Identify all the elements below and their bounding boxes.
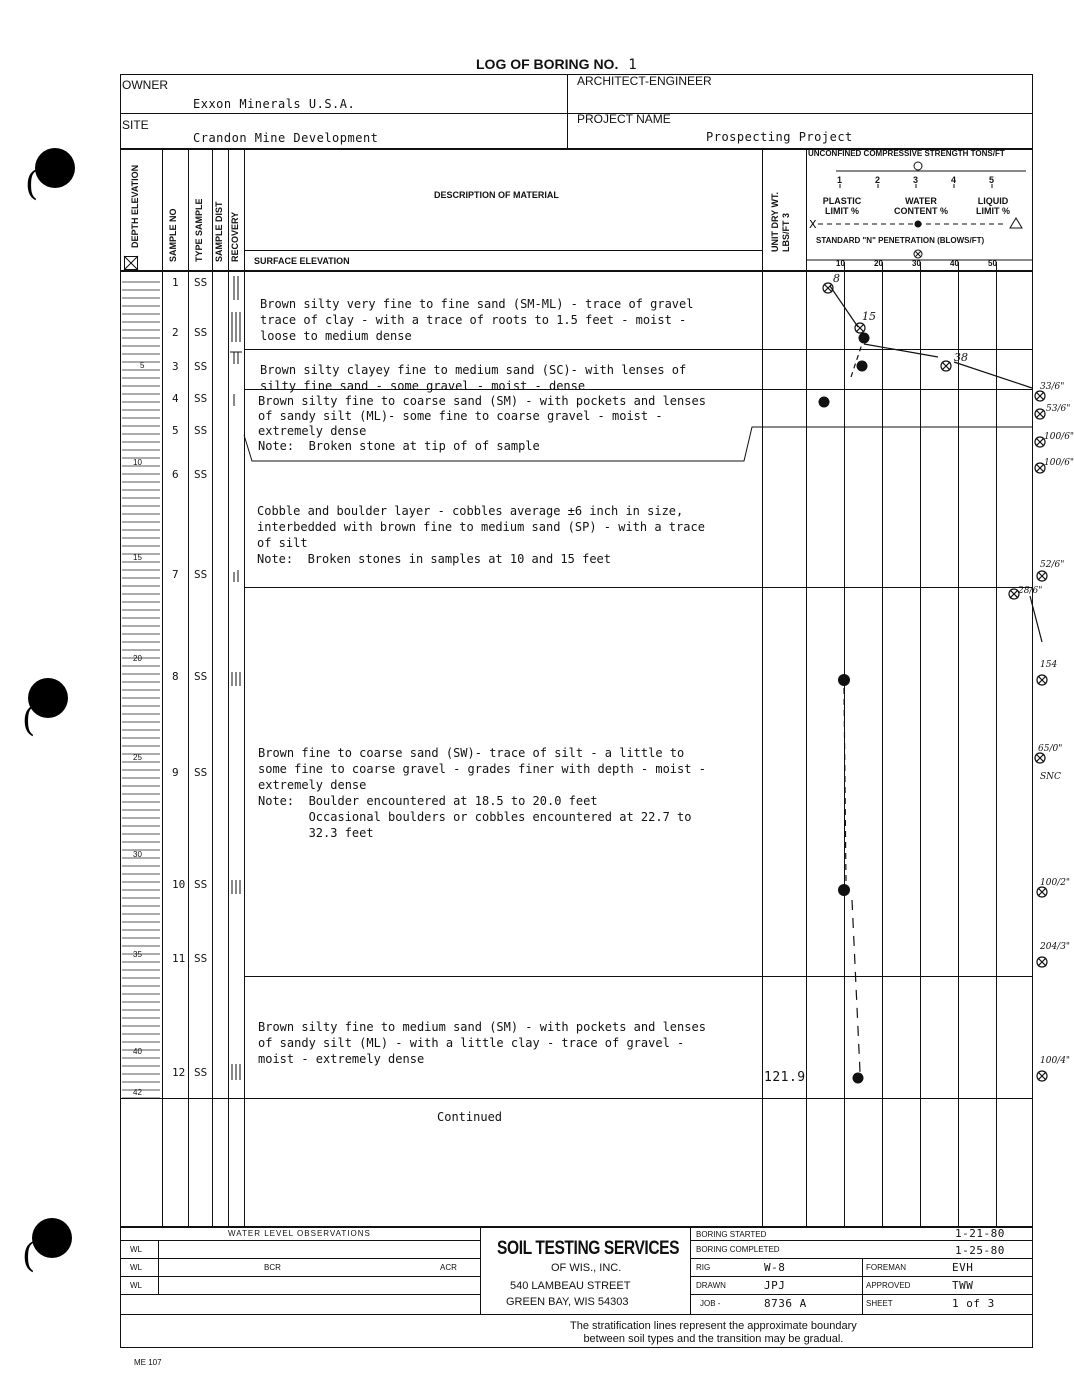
spt-note-204-3: 204/3" xyxy=(1040,942,1071,952)
sample-no-10: 10 xyxy=(172,878,186,891)
ucs-tick-2: 2 xyxy=(875,175,881,185)
approved-label: APPROVED xyxy=(866,1281,911,1290)
sample-type-3: SS xyxy=(194,360,208,373)
spt-label: STANDARD "N" PENETRATION (BLOWS/FT) xyxy=(816,236,985,245)
title-text: LOG OF BORING NO. xyxy=(476,56,619,72)
company-name: SOIL TESTING SERVICES xyxy=(497,1238,680,1259)
depth-40: 40 xyxy=(133,1047,142,1056)
binder-hole-arc-bottom: ( xyxy=(22,1236,36,1276)
ucs-tick-1: 1 xyxy=(837,175,843,185)
spt-note-15: 15 xyxy=(862,310,876,323)
depth-25: 25 xyxy=(133,753,142,762)
wl-row-1-label: WL xyxy=(130,1245,142,1254)
depth-42: 42 xyxy=(133,1088,142,1097)
depth-30: 30 xyxy=(133,850,142,859)
col-sample-no: SAMPLE NO xyxy=(168,208,178,262)
project-label: PROJECT NAME xyxy=(577,112,671,126)
layer-6-description: Brown silty fine to medium sand (SM) - with pockets and lenses of sandy silt (ML) - with a little clay - trace of gravel - moist - extremely dense xyxy=(258,1020,706,1066)
layer-3-description: Brown silty fine to coarse sand (SM) - with pockets and lenses of sandy silt (ML)- some fine to coarse gravel - moist - extremely dense Note: Broken stone at tip of of sample xyxy=(258,394,706,453)
job-value: 8736 A xyxy=(764,1297,807,1310)
sheet-value: 1 of 3 xyxy=(952,1297,995,1310)
site-value: Crandon Mine Development xyxy=(193,131,379,145)
site-label: SITE xyxy=(122,118,149,132)
depth-10: 10 xyxy=(133,458,142,467)
sample-no-8: 8 xyxy=(172,670,179,683)
depth-header-x xyxy=(124,256,138,270)
spt-note-100-2: 100/2" xyxy=(1040,878,1071,888)
spt-note-33-6: 33/6" xyxy=(1040,382,1065,392)
spt-tick-30: 30 xyxy=(912,259,921,268)
spt-tick-50: 50 xyxy=(988,259,997,268)
col-recovery: RECOVERY xyxy=(230,211,240,262)
sample-no-7: 7 xyxy=(172,568,179,581)
sample-type-10: SS xyxy=(194,878,208,891)
foreman-value: EVH xyxy=(952,1261,974,1274)
depth-20: 20 xyxy=(133,654,142,663)
sample-type-12: SS xyxy=(194,1066,208,1079)
layer-1-description: Brown silty very fine to fine sand (SM-ML) - trace of gravel trace of clay - with a trace of roots to 1.5 feet - moist - loose to medium dense xyxy=(260,297,694,343)
sample-type-6: SS xyxy=(194,468,208,481)
sample-no-2: 2 xyxy=(172,326,179,339)
ucs-tick-5: 5 xyxy=(989,175,995,185)
sample-type-1: SS xyxy=(194,276,208,289)
ucs-tick-3: 3 xyxy=(913,175,919,185)
sample-no-5: 5 xyxy=(172,424,179,437)
sample-no-1: 1 xyxy=(172,276,179,289)
wl-row-2-bcr: BCR xyxy=(264,1263,281,1272)
foreman-label: FOREMAN xyxy=(866,1263,906,1272)
wl-row-3-label: WL xyxy=(130,1281,142,1290)
owner-label: OWNER xyxy=(122,78,168,92)
spt-note-38: 38 xyxy=(954,351,968,364)
drawn-value: JPJ xyxy=(764,1279,786,1292)
binder-hole-top xyxy=(35,148,75,188)
sample-no-9: 9 xyxy=(172,766,179,779)
boring-completed-value: 1-25-80 xyxy=(955,1244,1005,1257)
sample-no-12: 12 xyxy=(172,1066,186,1079)
depth-35: 35 xyxy=(133,950,142,959)
spt-note-100-6-a: 100/6" xyxy=(1044,432,1074,442)
sample-type-9: SS xyxy=(194,766,208,779)
col-unit-dry-wt: UNIT DRY WT. LBS/FT 3 xyxy=(770,192,791,252)
layer-2-description: Brown silty clayey fine to medium sand (SC)- with lenses of silty fine sand - some gravel - moist - dense xyxy=(260,363,687,393)
sample-recovery-marks xyxy=(212,272,244,1102)
sample-type-4: SS xyxy=(194,392,208,405)
depth-column-ticks xyxy=(120,272,164,1102)
spt-tick-10: 10 xyxy=(836,259,845,268)
depth-5: 5 xyxy=(140,361,145,370)
col-description: DESCRIPTION OF MATERIAL xyxy=(434,190,559,200)
ucs-label: UNCONFINED COMPRESSIVE STRENGTH TONS/FT xyxy=(808,149,1005,158)
boring-started-label: BORING STARTED xyxy=(696,1230,767,1239)
sample-type-5: SS xyxy=(194,424,208,437)
approved-value: TWW xyxy=(952,1279,974,1292)
col-sample-dist: SAMPLE DIST xyxy=(214,201,224,262)
svg-text:X: X xyxy=(809,218,817,231)
plastic-limit-label: PLASTIC LIMIT % xyxy=(822,196,862,216)
rig-label: RIG xyxy=(696,1263,711,1272)
company-address: 540 LAMBEAU STREET xyxy=(510,1280,631,1292)
project-value: Prospecting Project xyxy=(706,130,853,144)
spt-note-100-4: 100/4" xyxy=(1040,1056,1071,1066)
col-depth: DEPTH ELEVATION xyxy=(130,164,140,248)
company-line2: OF WIS., INC. xyxy=(551,1262,622,1274)
spt-note-52-6: 52/6" xyxy=(1040,560,1065,570)
sample-no-11: 11 xyxy=(172,952,186,965)
boring-started-value: 1-21-80 xyxy=(955,1227,1005,1240)
depth-15: 15 xyxy=(133,553,142,562)
spt-note-53-6: 53/6" xyxy=(1046,404,1071,414)
col-type-sample: TYPE SAMPLE xyxy=(194,198,204,262)
layer-4-description: Cobble and boulder layer - cobbles average ±6 inch in size, interbedded with brown fine to medium sand (SP) - with a trace of silt Note: Broken stones in samples at 10 and 15 feet xyxy=(257,504,705,566)
water-level-title: WATER LEVEL OBSERVATIONS xyxy=(228,1229,371,1238)
spt-note-snc: SNC xyxy=(1040,772,1061,782)
binder-hole-arc-top: ( xyxy=(25,164,39,204)
col-surface-elevation: SURFACE ELEVATION xyxy=(254,256,350,266)
job-label: JOB - xyxy=(700,1299,721,1308)
drawn-label: DRAWN xyxy=(696,1281,726,1290)
sample-type-7: SS xyxy=(194,568,208,581)
owner-value: Exxon Minerals U.S.A. xyxy=(193,97,356,111)
sample-type-2: SS xyxy=(194,326,208,339)
wl-row-2-label: WL xyxy=(130,1263,142,1272)
continued-text: Continued xyxy=(437,1110,503,1124)
unit-dry-wt-value: 121.9 xyxy=(764,1070,806,1085)
wl-row-2-acr: ACR xyxy=(440,1263,457,1272)
sheet-label: SHEET xyxy=(866,1299,893,1308)
layer-5-description: Brown fine to coarse sand (SW)- trace of silt - a little to some fine to coarse gravel - grades finer with depth - moist - extremely dense Note: Boulder encountered at 18.5 to 20.0 feet Occasional boulders or cobbles encountered at 22.7 to 32.3 feet xyxy=(258,746,706,840)
architect-label: ARCHITECT-ENGINEER xyxy=(577,74,712,88)
spt-plot xyxy=(806,272,1069,1102)
spt-note-8: 8 xyxy=(833,272,840,285)
spt-note-28-6: 28/6" xyxy=(1018,586,1043,596)
sample-no-6: 6 xyxy=(172,468,179,481)
boring-number: 1 xyxy=(628,57,637,73)
spt-tick-20: 20 xyxy=(874,259,883,268)
form-number: ME 107 xyxy=(134,1358,162,1367)
binder-hole-arc-middle: ( xyxy=(22,700,36,740)
binder-hole-bottom xyxy=(32,1218,72,1258)
spt-tick-40: 40 xyxy=(950,259,959,268)
sample-no-4: 4 xyxy=(172,392,179,405)
log-title xyxy=(476,56,637,73)
company-city: GREEN BAY, WIS 54303 xyxy=(506,1296,629,1308)
sample-type-8: SS xyxy=(194,670,208,683)
ucs-tick-4: 4 xyxy=(951,175,957,185)
stratification-footnote: The stratification lines represent the approximate boundary between soil types and the transition may be gradual. xyxy=(570,1320,857,1345)
rig-value: W-8 xyxy=(764,1261,786,1274)
liquid-limit-label: LIQUID LIMIT % xyxy=(976,196,1010,216)
spt-note-154: 154 xyxy=(1040,660,1058,670)
sample-no-3: 3 xyxy=(172,360,179,373)
boring-completed-label: BORING COMPLETED xyxy=(696,1245,780,1254)
sample-type-11: SS xyxy=(194,952,208,965)
spt-note-100-6-b: 100/6" xyxy=(1044,458,1074,468)
water-content-label: WATER CONTENT % xyxy=(894,196,948,216)
spt-note-65-0: 65/0" xyxy=(1038,744,1063,754)
